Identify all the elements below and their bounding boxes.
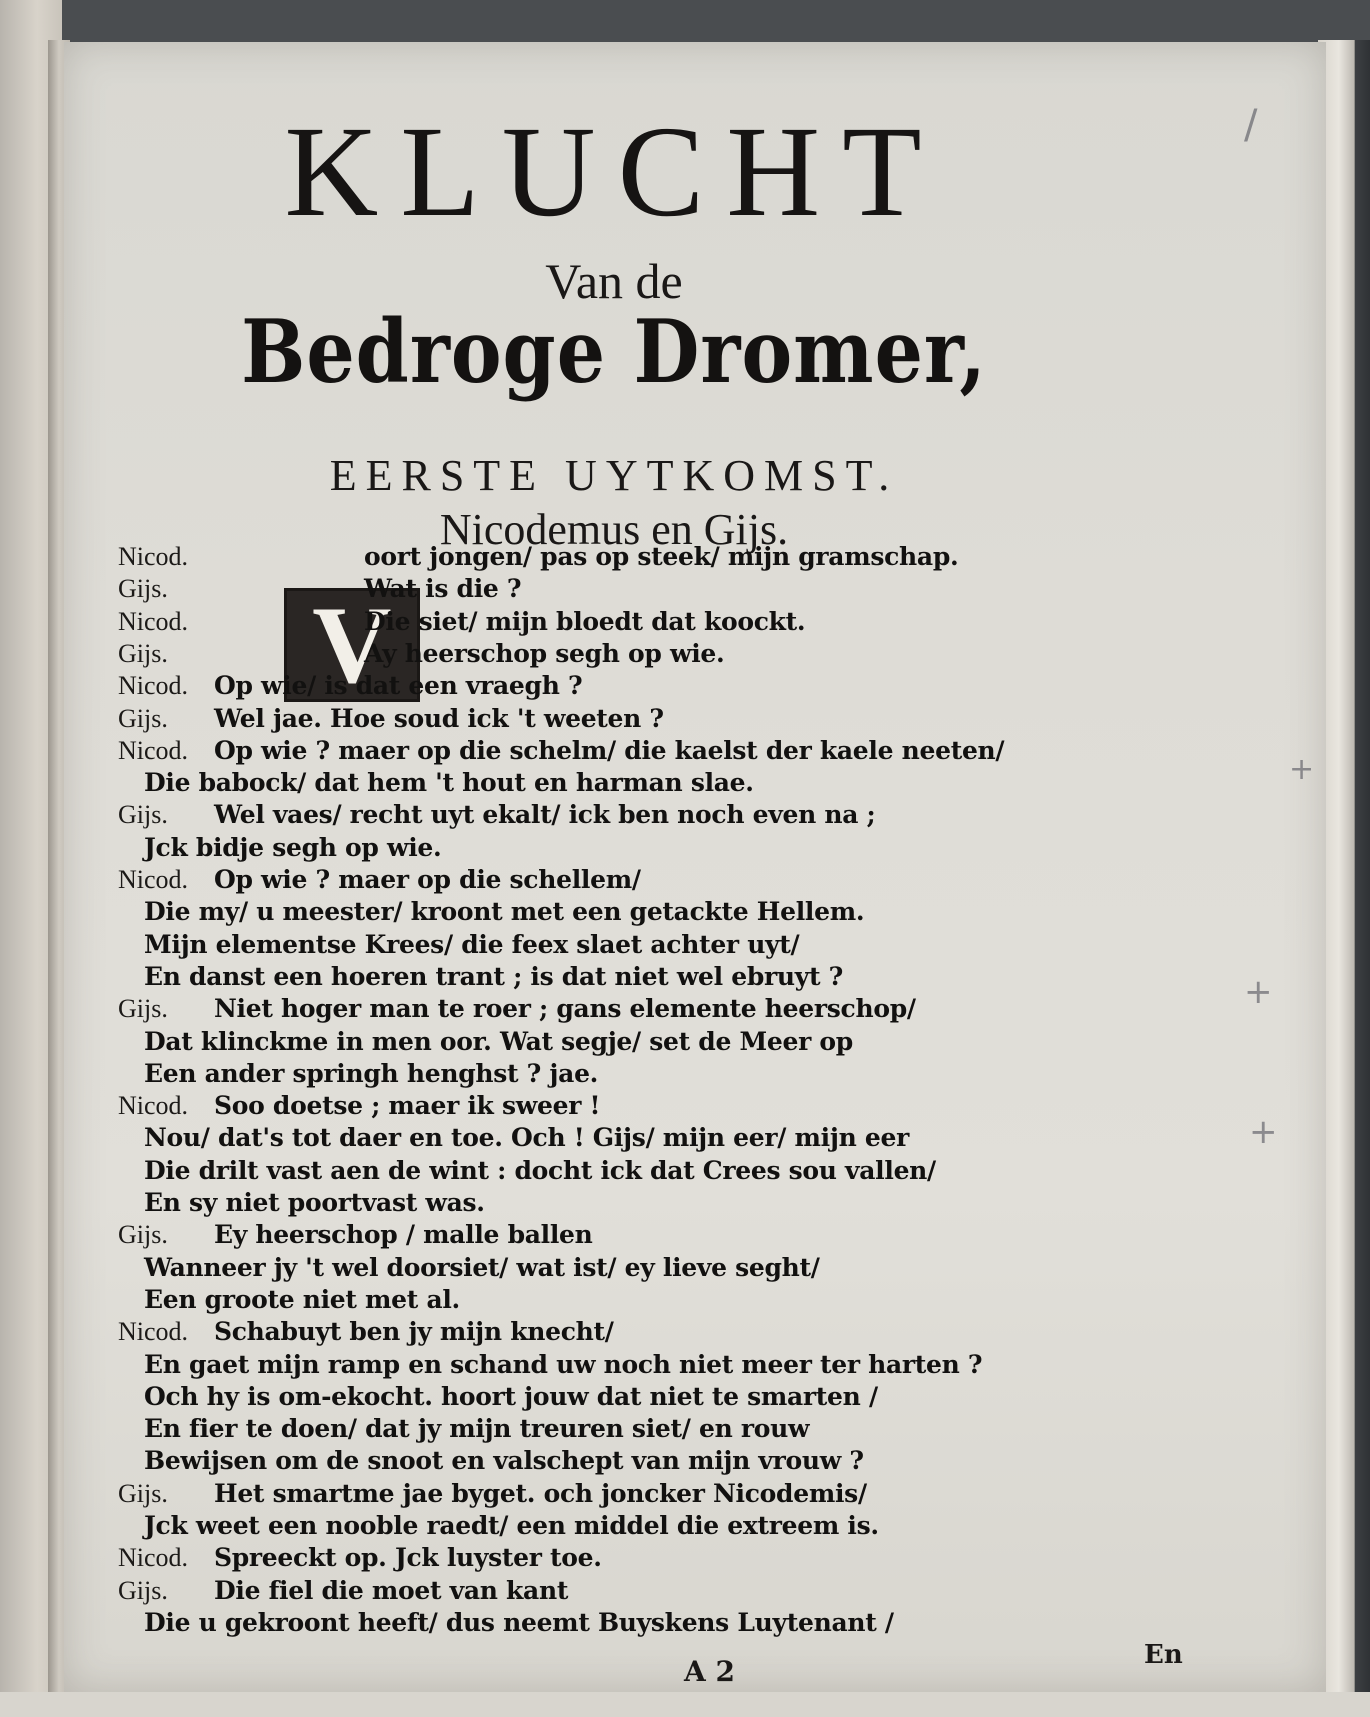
speaker-label: Nicod. — [118, 606, 189, 636]
speaker-label: Gijs. — [118, 1575, 168, 1605]
speaker-label: Nicod. — [118, 735, 189, 765]
verse-line: Die u gekroont heeft/ dus neemt Buyskens Luytenant / — [144, 1607, 894, 1637]
verse-line: Wel vaes/ recht uyt ekalt/ ick ben noch even na ; — [214, 800, 876, 830]
pencil-plus-icon: + — [1289, 752, 1315, 787]
verse-line: Op wie ? maer op die schellem/ — [214, 865, 641, 894]
verse-line: Mijn elementse Krees/ die feex slaet achter uyt/ — [144, 929, 800, 959]
speaker-label: Gijs. — [118, 800, 168, 830]
signature-mark: A 2 — [684, 1655, 735, 1688]
speaker-label: Nicod. — [118, 1317, 189, 1347]
speaker-label: Nicod. — [118, 1543, 189, 1573]
verse-line: Op wie/ is dat een vraegh ? — [214, 671, 583, 701]
verse-line: Ay heerschop segh op wie. — [364, 638, 725, 668]
speaker-label: Gijs. — [118, 574, 168, 604]
verse-line: Bewijsen om de snoot en valschept van mijn vrouw ? — [144, 1446, 864, 1476]
verse-line: oort jongen/ pas op steek/ mijn gramschap. — [364, 542, 959, 571]
verse-line: Een groote niet met al. — [144, 1284, 460, 1314]
verse-line: Spreeckt op. Jck luyster toe. — [214, 1543, 602, 1573]
verse-line: Dat klinckme in men oor. Wat segje/ set de Meer op — [144, 1026, 853, 1056]
speaker-label: Gijs. — [118, 638, 168, 668]
speaker-label: Gijs. — [118, 1220, 168, 1250]
verse-line: Wat is die ? — [364, 574, 522, 604]
verse-line: Ey heerschop / malle ballen — [214, 1220, 593, 1250]
verse-line: Wanneer jy 't wel doorsiet/ wat ist/ ey lieve seght/ — [144, 1252, 820, 1282]
verse-line: En fier te doen/ dat jy mijn treuren siet/ en rouw — [144, 1414, 810, 1444]
bottom-page-edge — [0, 1692, 1370, 1717]
verse-line: Die babock/ dat hem 't hout en harman slae. — [144, 768, 754, 798]
dramatis-personae: Nicodemus en Gijs. — [439, 505, 789, 554]
pencil-plus-icon: + — [1244, 972, 1273, 1012]
verse-line: Jck bidje segh op wie. — [144, 832, 442, 862]
verse-line: Soo doetse ; maer ik sweer ! — [214, 1091, 601, 1121]
verse-line: En sy niet poortvast was. — [144, 1188, 485, 1217]
verse-line: Nou/ dat's tot daer en toe. Och ! Gijs/ mijn eer/ mijn eer — [144, 1123, 909, 1153]
verse-line: Die my/ u meester/ kroont met een getackte Hellem. — [144, 897, 865, 927]
speaker-label: Nicod. — [118, 671, 189, 701]
pencil-plus-icon: + — [1249, 1112, 1278, 1152]
section-heading: EERSTE UYTKOMST. — [329, 451, 899, 500]
page-subtitle: Bedroge Dromer, — [241, 300, 987, 403]
verse-line: Die fiel die moet van kant — [214, 1575, 569, 1605]
speaker-label: Nicod. — [118, 865, 189, 894]
page-title: KLUCHT — [284, 100, 944, 244]
verse-line: Jck weet een nooble raedt/ een middel die extreem is. — [144, 1511, 879, 1540]
drop-cap-letter: V — [312, 584, 392, 706]
verse-line: Het smartme jae byget. och joncker Nicodemis/ — [214, 1478, 867, 1508]
catchword: En — [1144, 1640, 1183, 1670]
speaker-label: Nicod. — [118, 542, 189, 571]
title-connector: Van de — [545, 253, 683, 309]
speaker-label: Gijs. — [118, 1478, 168, 1508]
printed-page — [64, 42, 1326, 1692]
verse-line: Die siet/ mijn bloedt dat koockt. — [364, 606, 806, 636]
speaker-label: Gijs. — [118, 994, 168, 1024]
verse-line: Een ander springh henghst ? jae. — [144, 1058, 599, 1088]
verse-line: Die drilt vast aen de wint : docht ick dat Crees sou vallen/ — [144, 1155, 936, 1185]
verse-line: Niet hoger man te roer ; gans elemente heerschop/ — [214, 994, 916, 1024]
verse-line: Op wie ? maer op die schelm/ die kaelst der kaele neeten/ — [214, 735, 1005, 765]
verse-line: Och hy is om-ekocht. hoort jouw dat niet te smarten / — [144, 1381, 878, 1411]
verse-line: Wel jae. Hoe soud ick 't weeten ? — [214, 703, 664, 733]
pencil-mark-icon: / — [1244, 102, 1258, 148]
verse-line: Schabuyt ben jy mijn knecht/ — [214, 1317, 614, 1347]
verse-line: En danst een hoeren trant ; is dat niet wel ebruyt ? — [144, 961, 844, 991]
speaker-label: Nicod. — [118, 1091, 189, 1121]
speaker-label: Gijs. — [118, 703, 168, 733]
verse-line: En gaet mijn ramp en schand uw noch niet meer ter harten ? — [144, 1349, 983, 1379]
